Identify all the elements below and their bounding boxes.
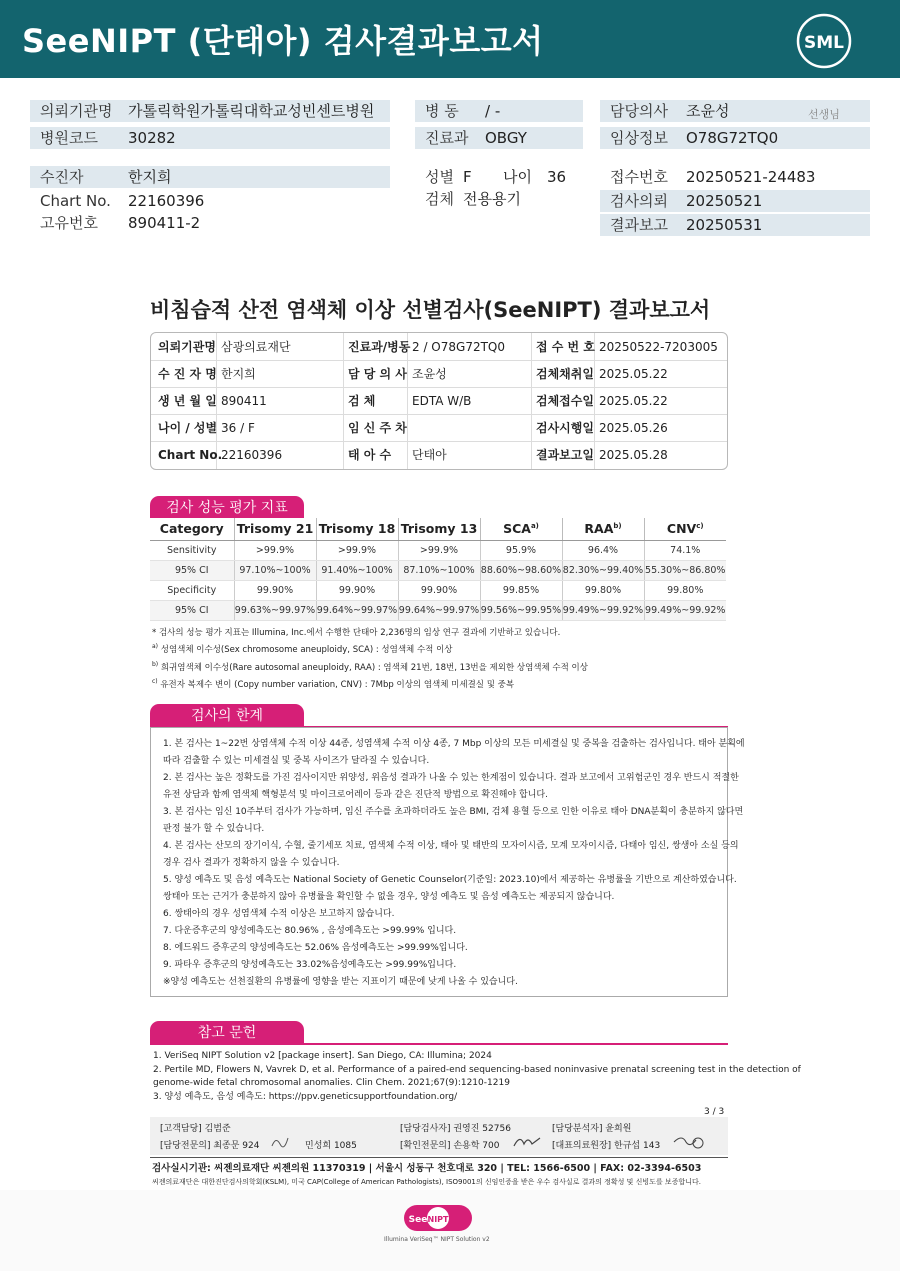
- limitation-line: 4. 본 검사는 산모의 장기이식, 수혈, 줄기세포 치료, 염색체 수적 이상, 태아 및 태반의 모자이시즘, 모계 모자이시즘, 다태아 임신, 쌍생아 소실 등의: [163, 841, 739, 851]
- dept-label: 진료과: [425, 129, 469, 147]
- table-row: [150, 600, 726, 620]
- limitation-line: 따라 검출할 수 있는 미세결실 및 중복 사이즈가 달라질 수 있습니다.: [163, 756, 430, 766]
- perf-header-sup: a): [530, 522, 539, 531]
- limitation-line: 판정 불가 할 수 있습니다.: [163, 824, 265, 834]
- note-line: [152, 675, 588, 692]
- limitation-line: 유전 상담과 함께 염색체 핵형분석 및 마이크로어레이 등과 같은 진단적 방법으로 확진해야 합니다.: [163, 790, 548, 800]
- ptable-label: 임 신 주 차: [348, 421, 407, 435]
- perf-header-t21: [234, 518, 316, 540]
- ptable-label: 결과보고일: [536, 448, 594, 462]
- request-value: 20250521: [686, 192, 763, 210]
- perf-cell: 99.49%~99.92%: [562, 600, 644, 620]
- perf-cell: 96.4%: [562, 540, 644, 560]
- info-clinical: [600, 127, 870, 149]
- perf-header-sup: c): [696, 522, 704, 531]
- perf-header-text: Trisomy 18: [318, 521, 396, 537]
- perf-cell: >99.9%: [398, 540, 480, 560]
- perf-header-cnv: [644, 518, 726, 540]
- perf-header-sca: [480, 518, 562, 540]
- performance-table: [150, 518, 726, 621]
- info-dept: [415, 127, 583, 149]
- info-report: [600, 214, 870, 236]
- perf-cell: 95.9%: [480, 540, 562, 560]
- limitation-line: 쌍태아 또는 근거가 충분하지 않아 유병률을 확인할 수 없을 경우, 양성 예측도 및 음성 예측도는 제공되지 않습니다.: [163, 892, 615, 902]
- id-label: 고유번호: [40, 214, 98, 232]
- report-value: 20250531: [686, 216, 763, 234]
- ptable-value: 단태아: [412, 448, 447, 462]
- ptable-value: 2 / O78G72TQ0: [412, 340, 505, 354]
- perf-cell: 97.10%~100%: [234, 560, 316, 580]
- sig-consult: [담당전문의] 최종문 924: [160, 1141, 260, 1151]
- perf-cell: 82.30%~99.40%: [562, 560, 644, 580]
- info-ward: [415, 100, 583, 122]
- note-text: 유전자 복제수 변이 (Copy number variation, CNV) : 7Mbp 이상의 염색체 미세결실 및 중복: [157, 679, 515, 690]
- ptable-label: 생 년 월 일: [158, 394, 217, 408]
- info-request: [600, 190, 870, 212]
- dept-value: OBGY: [485, 129, 527, 147]
- info-specimen: [415, 188, 583, 210]
- limitations-tab: 검사의 한계: [150, 704, 304, 728]
- hospital-label: 의뢰기관명: [40, 102, 113, 120]
- specimen-value: 전용용기: [463, 190, 521, 208]
- info-doctor: [600, 100, 870, 122]
- seenipt-logo-nipt: NIPT: [427, 1215, 449, 1224]
- perf-cell: 99.80%: [644, 580, 726, 600]
- limitation-line: ※양성 예측도는 선천질환의 유병률에 영향을 받는 지표이기 때문에 낮게 나올 수 있습니다.: [163, 977, 518, 987]
- clinical-label: 임상정보: [610, 129, 668, 147]
- limitation-line: 5. 양성 예측도 및 음성 예측도는 National Society of Genetic Counselor(기준일: 2023.10)에서 제공하는 유병률을 기반으로 계산하였습니다.: [163, 875, 737, 885]
- info-sex-age: [415, 166, 583, 188]
- sig-customer: [고객담당] 김범준: [160, 1124, 231, 1134]
- age-label: 나이: [503, 168, 532, 186]
- sig-requester: [담당검사자] 권영진 52756: [400, 1124, 511, 1134]
- specimen-label: 검체: [425, 190, 454, 208]
- perf-cell: 95% CI: [150, 600, 234, 620]
- perf-cell: >99.9%: [316, 540, 398, 560]
- perf-cell: 99.80%: [562, 580, 644, 600]
- doctor-suffix: 선생님: [808, 108, 840, 121]
- ptable-label: 검체채취일: [536, 367, 594, 381]
- references-tab-line: [150, 1043, 728, 1045]
- chart-value: 22160396: [128, 192, 205, 210]
- info-hospital: [30, 100, 390, 122]
- info-hospital-code: [30, 127, 390, 149]
- sig-analyst: [담당분석자] 윤희원: [552, 1124, 632, 1134]
- note-text: * 검사의 성능 평가 지표는 Illumina, Inc.에서 수행한 단태아 2,236명의 임상 연구 결과에 기반하고 있습니다.: [152, 628, 561, 638]
- limitation-line: 2. 본 검사는 높은 정확도를 가진 검사이지만 위양성, 위음성 결과가 나올 수 있는 한계점이 있습니다. 결과 보고에서 고위험군인 경우 반드시 적절한: [163, 773, 739, 783]
- note-text: 희귀염색체 이수성(Rare autosomal aneuploidy, RAA) : 염색체 21번, 18번, 13번을 제외한 상염색체 수적 이상: [158, 662, 588, 673]
- references-tab: 참고 문헌: [150, 1021, 304, 1045]
- seenipt-logo-see: See: [408, 1215, 428, 1225]
- header-bar: [0, 0, 900, 78]
- perf-cell: 99.64%~99.97%: [316, 600, 398, 620]
- ptable-value: 2025.05.28: [599, 448, 668, 462]
- limitation-line: 1. 본 검사는 1~22번 상염색체 수적 이상 44종, 성염색체 수적 이상 4종, 7 Mbp 이상의 모든 미세결실 및 중복을 검출하는 검사입니다. 태아 분획에: [163, 739, 745, 749]
- report-title: 비침습적 산전 염색체 이상 선별검사(SeeNIPT) 결과보고서: [150, 298, 711, 322]
- info-receipt: [600, 166, 870, 188]
- perf-header-sup: b): [613, 522, 622, 531]
- perf-header-text: Trisomy 13: [400, 521, 478, 537]
- ptable-label: 진료과/병동: [348, 340, 411, 354]
- clinical-value: O78G72TQ0: [686, 129, 779, 147]
- col-divider: [531, 333, 532, 469]
- perf-cell: 74.1%: [644, 540, 726, 560]
- signature-scribble-icon: [270, 1134, 292, 1150]
- note-line: [152, 627, 588, 640]
- ptable-value: 890411: [221, 394, 267, 408]
- ptable-label: 의뢰기관명: [158, 340, 216, 354]
- ptable-label: 수 진 자 명: [158, 367, 217, 381]
- perf-header-text: Category: [159, 521, 224, 537]
- illumina-caption: Illumina VeriSeq™ NIPT Solution v2: [384, 1236, 490, 1243]
- perf-cell: 55.30%~86.80%: [644, 560, 726, 580]
- sml-logo-icon: [796, 13, 852, 69]
- signature-scribble-icon: [672, 1132, 706, 1150]
- limitation-line: 3. 본 검사는 임신 10주부터 검사가 가능하며, 임신 주수를 초과하더라도 높은 BMI, 검체 용혈 등으로 인한 이유로 태아 DNA분획이 충분하지 않다면: [163, 807, 744, 817]
- ptable-value: 20250522-7203005: [599, 340, 718, 354]
- perf-header-category: [150, 518, 234, 540]
- col-divider: [343, 333, 344, 469]
- ptable-label: 검 체: [348, 394, 376, 408]
- performance-tab: 검사 성능 평가 지표: [150, 496, 304, 520]
- reference-line: 2. Pertile MD, Flowers N, Vavrek D, et al. Performance of a paired-end sequencing-based noninvasive prenatal screening test in the detection of: [153, 1065, 801, 1075]
- ptable-value: 36 / F: [221, 421, 255, 435]
- limitation-line: 경우 검사 결과가 정확하지 않을 수 있습니다.: [163, 858, 340, 868]
- footer-divider: [150, 1157, 728, 1158]
- perf-cell: 91.40%~100%: [316, 560, 398, 580]
- ptable-value: EDTA W/B: [412, 394, 472, 408]
- note-text: 성염색체 이수성(Sex chromosome aneuploidy, SCA) : 성염색체 수적 이상: [158, 645, 453, 656]
- ptable-label: 나이 / 성별: [158, 421, 218, 435]
- performance-header-row: [150, 518, 726, 540]
- page-title: SeeNIPT (단태아) 검사결과보고서: [22, 22, 544, 60]
- request-label: 검사의뢰: [610, 192, 668, 210]
- signature-scribble-icon: [512, 1132, 542, 1150]
- ward-value: / -: [485, 102, 501, 120]
- sml-logo-text: SML: [804, 33, 844, 53]
- id-value: 890411-2: [128, 214, 201, 232]
- perf-header-t13: [398, 518, 480, 540]
- ward-label: 병 동: [425, 102, 459, 120]
- chart-label: Chart No.: [40, 192, 111, 210]
- perf-cell: 99.90%: [316, 580, 398, 600]
- hospital-code-value: 30282: [128, 129, 176, 147]
- perf-cell: >99.9%: [234, 540, 316, 560]
- sig-director: [대표의료원장] 한규섭 143: [552, 1141, 661, 1151]
- sex-label: 성별: [425, 168, 454, 186]
- reference-line: 1. VeriSeq NIPT Solution v2 [package insert]. San Diego, CA: Illumina; 2024: [153, 1051, 492, 1061]
- ptable-value: 2025.05.26: [599, 421, 668, 435]
- perf-cell: 95% CI: [150, 560, 234, 580]
- hospital-code-label: 병원코드: [40, 129, 98, 147]
- info-patient: [30, 166, 390, 188]
- page-number: 3 / 3: [704, 1107, 725, 1117]
- hospital-value: 가톨릭학원가톨릭대학교성빈센트병원: [128, 102, 375, 120]
- seenipt-logo-icon: [404, 1202, 474, 1234]
- ptable-value: 삼광의료재단: [221, 340, 291, 354]
- receipt-value: 20250521-24483: [686, 168, 816, 186]
- perf-header-t18: [316, 518, 398, 540]
- ptable-value: 2025.05.22: [599, 367, 668, 381]
- patient-table: [150, 332, 728, 470]
- limitation-line: 6. 쌍태아의 경우 성염색체 수적 이상은 보고하지 않습니다.: [163, 909, 395, 919]
- reference-line: genome-wide fetal chromosomal anomalies. Clin Chem. 2021;67(9):1210-1219: [153, 1078, 510, 1088]
- ptable-label: 태 아 수: [348, 448, 392, 462]
- perf-header-text: CNV: [666, 521, 697, 537]
- patient-value: 한지희: [128, 168, 172, 186]
- note-line: [152, 658, 588, 675]
- perf-cell: 99.64%~99.97%: [398, 600, 480, 620]
- table-row: [150, 580, 726, 600]
- ptable-label: Chart No.: [158, 448, 223, 462]
- report-label: 결과보고: [610, 216, 668, 234]
- doctor-label: 담당의사: [610, 102, 668, 120]
- ptable-value: 22160396: [221, 448, 283, 462]
- perf-cell: 88.60%~98.60%: [480, 560, 562, 580]
- limitation-line: 7. 다운증후군의 양성예측도는 80.96% , 음성예측도는 >99.99% 입니다.: [163, 926, 457, 936]
- table-row: [150, 560, 726, 580]
- perf-cell: 99.63%~99.97%: [234, 600, 316, 620]
- table-row: [150, 540, 726, 560]
- perf-cell: 99.49%~99.92%: [644, 600, 726, 620]
- sig-confirm: [확인전문의] 손용학 700: [400, 1141, 500, 1151]
- note-line: [152, 640, 588, 657]
- ptable-label: 담 당 의 사: [348, 367, 407, 381]
- perf-cell: 87.10%~100%: [398, 560, 480, 580]
- note-sup: c): [152, 677, 158, 685]
- perf-cell: 99.85%: [480, 580, 562, 600]
- age-value: 36: [547, 168, 567, 186]
- ptable-label: 접 수 번 호: [536, 340, 595, 354]
- perf-cell: Specificity: [150, 580, 234, 600]
- receipt-label: 접수번호: [610, 168, 668, 186]
- perf-header-text: RAA: [584, 521, 614, 537]
- limitation-line: 9. 파타우 증후군의 양성예측도는 33.02%음성예측도는 >99.99%입니다.: [163, 960, 457, 970]
- note-sup: a): [152, 643, 159, 651]
- ptable-label: 검사시행일: [536, 421, 594, 435]
- ptable-label: 검체접수일: [536, 394, 594, 408]
- info-chart: [30, 190, 390, 212]
- note-sup: b): [152, 660, 159, 668]
- sex-value: F: [463, 168, 472, 186]
- perf-cell: 99.90%: [234, 580, 316, 600]
- footer-institution: 검사실시기관: 씨젠의료재단 씨젠의원 11370319 | 서울시 성동구 천호대로 320 | TEL: 1566-6500 | FAX: 02-3394-6503: [152, 1163, 702, 1174]
- patient-label: 수진자: [40, 168, 84, 186]
- reference-line: 3. 양성 예측도, 음성 예측도: https://ppv.geneticsupportfoundation.org/: [153, 1092, 458, 1102]
- doctor-value: 조윤성: [686, 102, 730, 120]
- footer-certification: 씨젠의료재단은 대한진단검사의학회(KSLM), 미국 CAP(College of American Pathologists), ISO9001의 신임인증을 받은 우수 검사실로 결과의 정확성 및 신빙도를 보증합니다.: [152, 1178, 701, 1186]
- perf-header-text: SCA: [503, 521, 531, 537]
- perf-header-raa: [562, 518, 644, 540]
- ptable-value: 한지희: [221, 367, 256, 381]
- perf-cell: 99.90%: [398, 580, 480, 600]
- limitation-line: 8. 에드워드 증후군의 양성예측도는 52.06% 음성예측도는 >99.99%입니다.: [163, 943, 468, 953]
- ptable-value: 조윤성: [412, 367, 447, 381]
- perf-cell: Sensitivity: [150, 540, 234, 560]
- sig-consult2: 민성희 1085: [305, 1141, 357, 1151]
- ptable-value: 2025.05.22: [599, 394, 668, 408]
- perf-header-text: Trisomy 21: [236, 521, 314, 537]
- info-id: [30, 212, 390, 234]
- perf-cell: 99.56%~99.95%: [480, 600, 562, 620]
- performance-notes: [152, 627, 588, 692]
